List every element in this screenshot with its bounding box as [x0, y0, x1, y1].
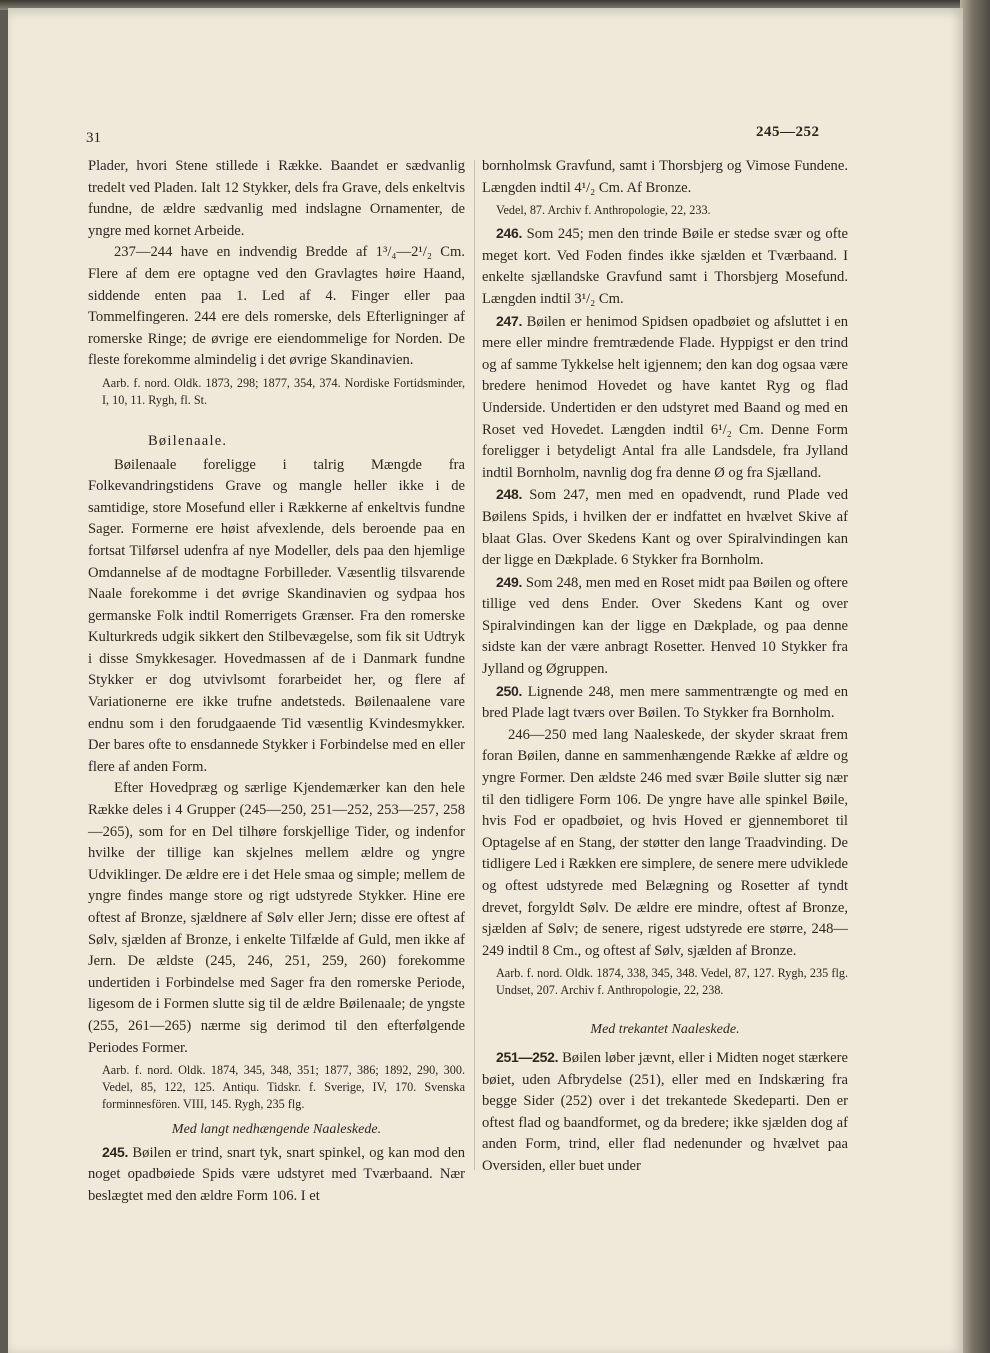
catalog-entry-250 — [482, 681, 848, 725]
book-page-edges — [960, 0, 990, 1353]
entry-text: Bøilen er trind, snart tyk, snart spinkel, og kan mod den noget opadbøiede Spids være udstyret med Tværbaand. Nær beslægtet med den ældre Form 106. I et — [88, 1144, 465, 1204]
entry-number: 248. — [496, 486, 523, 503]
right-column — [482, 156, 848, 1178]
reference-note: Vedel, 87. Archiv f. Anthropologie, 22, 233. — [496, 203, 711, 218]
paragraph: 237—244 have en indvendig Bredde af 1³/₄—2¹/₂ Cm. Flere af dem ere optagne ved den Gravlagtes høire Haand, siddende enten paa 1. Led af 4. Finger eller paa Tommelfingeren. 244 ere dels romerske, dels Efterligninger af romerske Ringe; de øvrige ere eiendommelige for Norden. De fleste forekomme almindelig i det øvrige Skandinavien. — [88, 244, 465, 369]
entry-number: 250. — [496, 682, 523, 699]
catalog-entry-251-252 — [482, 1047, 848, 1178]
entry-number: 246. — [496, 225, 523, 242]
entry-text: Som 247, men med en opadvendt, rund Plade ved Bøilens Spids, i hvilken der er indfattet en hvælvet Skive af blaat Glas. Over Skedens Kant og over Spiralvindingen kan der ligge en Dækplade. 6 Stykker fra Bornholm. — [482, 487, 848, 569]
section-heading: Bøilenaale. — [148, 432, 228, 449]
reference-note: Aarb. f. nord. Oldk. 1873, 298; 1877, 354, 374. Nordiske Fortidsminder, I, 10, 11. Rygh, fl. St. — [102, 375, 465, 407]
paragraph: bornholmsk Gravfund, samt i Thorsbjerg og Vimose Fundene. Længden indtil 4¹/₂ Cm. Af Bronze. — [482, 158, 848, 196]
subsection-heading: Med langt nedhængende Naaleskede. — [171, 1122, 382, 1138]
paragraph: Efter Hovedpræg og særlige Kjendemærker kan den hele Række deles i 4 Grupper (245—250, 251—252, 253—257, 258—265), som for en Del tilhøre forskjellige Tider, og indenfor hvilke der tillige kan skjelnes mellem ældre og yngre Udviklinger. De ældre ere i det Hele smaa og simple; mellem de yngre findes mange store og rigt udstyrede Stykker. Hine ere oftest af Bronze, sjældnere af Sølv eller Jern; disse ere oftest af Sølv, sjælden af Bronze, i enkelte Tilfælde af Guld, men ikke af Jern. De ældste (245, 246, 251, 259, 260) forekomme undertiden i Forbindelse med Sager fra den romerske Periode, ligesom de i Formen slutte sig til de ældre Bøilenaale; de yngste (255, 261—265) nærme sig derimod til den efterfølgende Periodes Former. — [88, 780, 465, 1056]
page-number: 31 — [86, 130, 101, 146]
entry-number: 247. — [496, 312, 523, 329]
entry-text: Som 245; men den trinde Bøile er stedse svær og ofte meget kort. Ved Foden findes ikke sjælden et Tværbaand. I enkelte sjællandske Gravfund samt i Thorsbjerg Mosefund. Længden indtil 3¹/₂ Cm. — [482, 226, 849, 307]
book-page — [8, 8, 963, 1353]
entry-text: Lignende 248, men mere sammentrængte og med en bred Plade lagt tværs over Bøilen. To Stykker fra Bornholm. — [482, 683, 848, 722]
entry-text: Som 248, men med en Roset midt paa Bøilen og oftere tillige ved dens Ender. Over Skedens Kant og over Spiralvindingen kan der ligge en Dækplade, og paa denne sidste kan der være anbragt Rosetter. Henved 10 Stykker fra Jylland og Øgruppen. — [482, 574, 848, 678]
subsection-heading: Med trekantet Naaleskede. — [590, 1022, 740, 1038]
column-divider — [474, 160, 475, 1170]
entry-number: 251—252. — [496, 1048, 559, 1065]
catalog-entry-247 — [482, 311, 848, 485]
catalog-entry-245 — [88, 1142, 465, 1208]
catalog-entry-246 — [482, 223, 848, 310]
left-column — [88, 156, 465, 1208]
paragraph: Bøilenaale foreligge i talrig Mængde fra Folkevandringstidens Grave og mangle heller ikke i de samtidige, store Mosefund eller i Rækkerne af enkeltvis fundne Sager. Formerne ere høist afvexlende, dels beroende paa en fortsat Tilførsel udenfra af nye Modeller, dels paa den hjemlige Omdannelse af de modtagne Forbilleder. Væsentlig tilsvarende Naale forekomme i det øvrige Skandinavien og sydpaa hos germanske Folk indtil Romerrigets Grænser. Fra den romerske Kulturkreds udgik sikkert den Stilbevægelse, som fik sit Udtryk i disse Smykkesager. Hovedmassen af de i Danmark fundne Stykker er dog utvivlsomt forarbeidet her, og flere af Variationerne ere ikke trufne andetsteds. Bøilenaalene vare endnu som i den forudgaaende Tid væsentlig Kvindesmykker. Der bares ofte to ensdannede Stykker i Forbindelse med en eller flere af anden Form. — [88, 456, 465, 775]
reference-note: Aarb. f. nord. Oldk. 1874, 345, 348, 351; 1877, 386; 1892, 290, 300. Vedel, 85, 122, 125. Antiqu. Tidskr. f. Sverige, IV, 170. Svenska forminnesfören. VIII, 145. Rygh, 235 flg. — [102, 1063, 465, 1112]
running-header: 245—252 — [756, 124, 820, 140]
catalog-entry-248 — [482, 484, 848, 571]
catalog-entry-249 — [482, 572, 848, 681]
entry-text: Bøilen er henimod Spidsen opadbøiet og afsluttet i en mere eller mindre fremtrædende Flade. Hyppigst er den trind og af samme Tykkelse helt igjennem; den kan dog ogsaa være bredere henimod Hovedet og have kantet Ryg og flad Underside. Undertiden er den udstyret med Baand og med en Roset ved Hovedet. Længden indtil 6¹/₂ Cm. Denne Form foreligger i betydeligt Antal fra alle Landsdele, fra Jylland indtil Bornholm, navnlig dog fra denne Ø og fra Sjælland. — [482, 313, 848, 481]
entry-number: 245. — [102, 1143, 129, 1160]
entry-number: 249. — [496, 573, 523, 590]
paragraph: Plader, hvori Stene stillede i Række. Baandet er sædvanlig tredelt ved Pladen. Ialt 12 Stykker, dels fra Grave, dels enkeltvis fundne, de ældre sædvanlig med indslagne Ornamenter, de yngre med kornet Arbeide. — [88, 158, 465, 239]
reference-note: Aarb. f. nord. Oldk. 1874, 338, 345, 348. Vedel, 87, 127. Rygh, 235 flg. Undset, 207. Archiv f. Anthropologie, 22, 238. — [496, 966, 848, 998]
entry-text: Bøilen løber jævnt, eller i Midten noget stærkere bøiet, uden Afbrydelse (251), eller med en Indskæring fra begge Sider (252) over i det trekantede Skedeparti. Den er oftest flad og baandformet, og da bredere; ikke sjælden dog af anden Form, trind, eller flad nedenunder og hvælvet paa Oversiden, eller buet under — [482, 1049, 848, 1174]
paragraph: 246—250 med lang Naaleskede, der skyder skraat frem foran Bøilen, danne en sammenhængende Række af ældre og yngre Former. Den ældste 246 med svær Bøile slutter sig nær til den tidligere Form 106. De yngre have alle spinkel Bøile, hvis Fod er opadbøiet, og hvis Hoved er gjennemboret til Optagelse af en Stang, der støtter den lange Traadvinding. De tidligere Led i Rækken ere simplere, de senere mere udviklede og oftest udstyrede med Belægning og Rosetter af tyndt drevet, forgyldt Sølv. De ældre ere mindre, oftest af Bronze, sjælden af Sølv; de senere, rigest udstyrede ere større, 248—249 indtil 8 Cm., og oftest af Sølv, sjælden af Bronze. — [482, 726, 848, 959]
